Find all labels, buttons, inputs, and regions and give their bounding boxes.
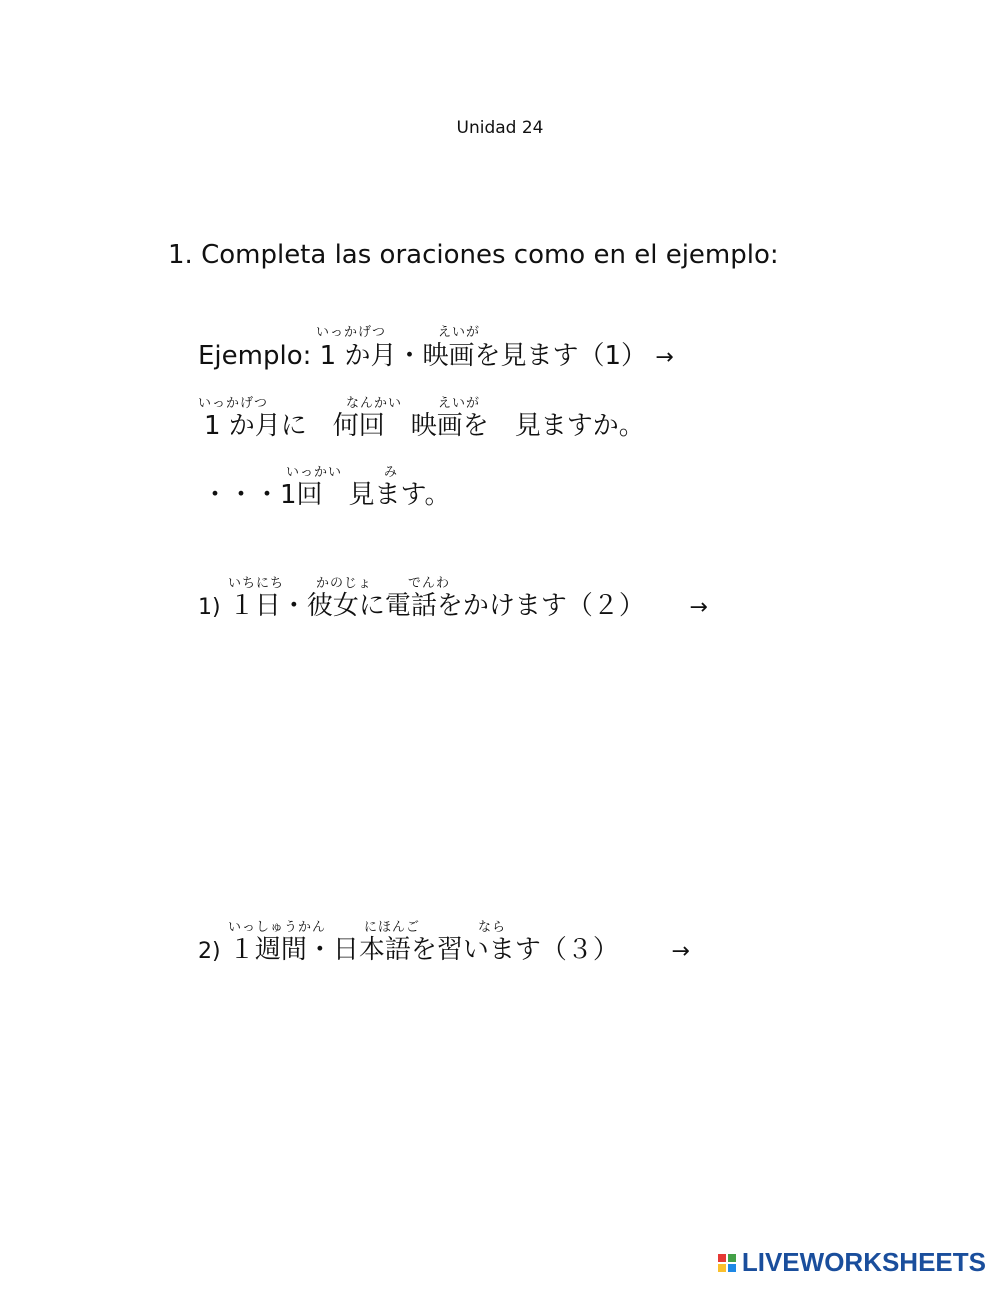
item-1 [198,590,708,624]
question-furigana-movie: えいが [438,396,481,411]
item1-furigana-phone: でんわ [408,576,451,591]
liveworksheets-logo [718,1247,986,1278]
brand-name: LIVEWORKSHEETS [741,1247,986,1277]
example-answer: ・・・1回 見ます。 [202,480,451,510]
item1-text: １日・彼女に電話をかけます（２） [228,591,645,621]
item1-furigana-girlfriend: かのじょ [316,576,373,591]
item2-furigana-japanese: にほんご [364,920,421,935]
item2-number: 2) [198,939,221,964]
example-arrow-icon: → [655,345,674,370]
answer-furigana-see: み [384,465,399,480]
item1-arrow-icon: → [689,595,708,620]
item2-arrow-icon: → [671,939,690,964]
item1-number: 1) [198,595,221,620]
item2-furigana-week: いっしゅうかん [228,920,327,935]
instruction-text: 1. Completa las oraciones como en el ejemplo: [168,240,779,270]
item-2 [198,934,690,968]
item2-text: １週間・日本語を習います（３） [228,935,619,965]
answer-furigana-once: いっかい [286,465,343,480]
example-question: 1 か月に 何回 映画を 見ますか。 [204,411,645,441]
item2-furigana-learn: なら [478,920,507,935]
example-furigana-month: いっかげつ [316,325,387,340]
question-furigana-howmany: なんかい [346,396,403,411]
page-header: Unidad 24 [456,118,544,138]
item1-furigana-day: いちにち [228,576,285,591]
example-furigana-movie: えいが [438,325,481,340]
example-line [198,340,674,374]
liveworksheets-logo-icon [718,1254,736,1272]
question-furigana-month: いっかげつ [198,396,269,411]
example-prompt: 1 か月・映画を見ます（1） [319,341,647,371]
example-label: Ejemplo: [198,341,312,371]
